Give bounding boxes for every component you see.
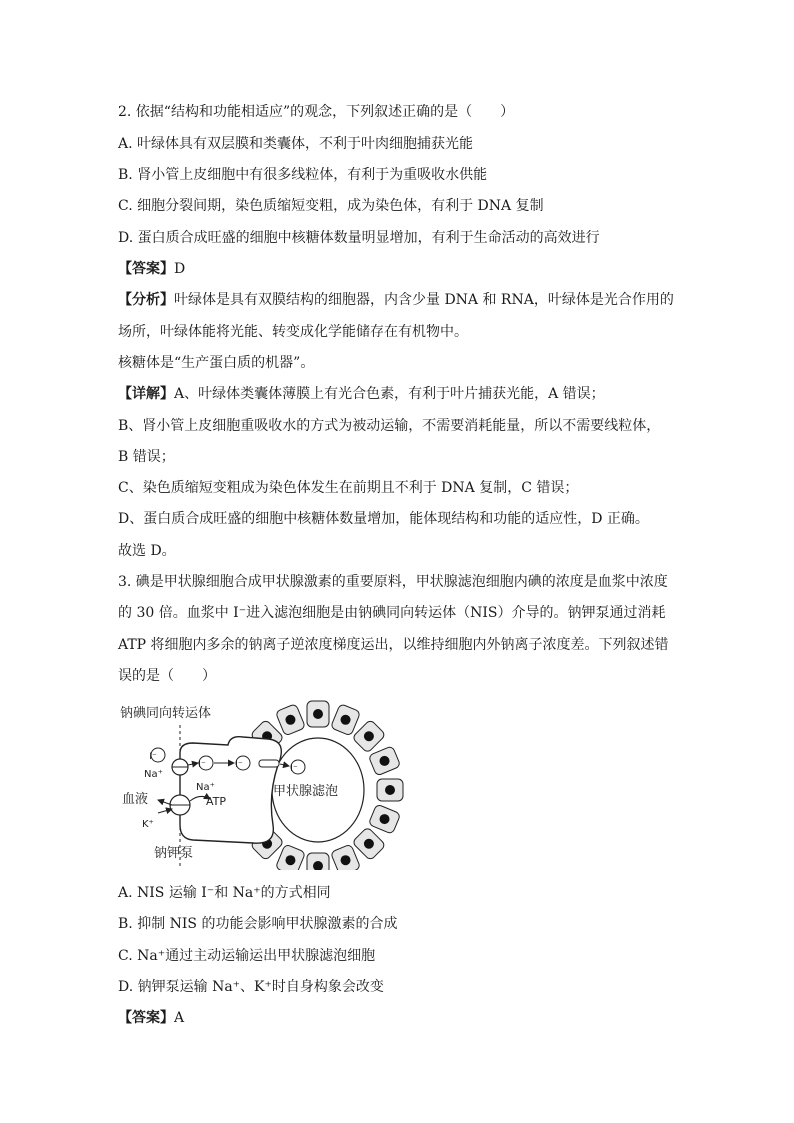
q2-conclusion: 故选 D。 — [118, 543, 176, 559]
answer-label: 【答案】 — [118, 1010, 174, 1026]
detail-text: A、叶绿体类囊体薄膜上有光合色素，有利于叶片捕获光能，A 错误； — [174, 386, 605, 402]
cell-nucleus — [341, 855, 351, 865]
atp-label: ATP — [206, 795, 227, 808]
q3-option-d: D. 钠钾泵运输 Na⁺、K⁺时自身构象会改变 — [118, 979, 384, 995]
cell-nucleus — [341, 715, 351, 725]
apical-channel — [259, 760, 279, 767]
cell-nucleus — [364, 731, 374, 741]
nis-label: 钠碘同向转运体 — [120, 706, 212, 721]
cell-nucleus — [313, 709, 323, 719]
cell-nucleus — [380, 756, 390, 766]
cell-nucleus — [380, 814, 390, 824]
cell-nucleus — [285, 715, 295, 725]
q2-analysis-2: 场所，叶绿体能将光能、转变成化学能储存在有机物中。 — [118, 324, 468, 340]
answer-value: A — [174, 1010, 185, 1026]
follicle-label: 甲状腺滤泡 — [273, 784, 339, 799]
q2-option-c: C. 细胞分裂间期，染色质缩短变粗，成为染色体，有利于 DNA 复制 — [118, 198, 544, 214]
q2-option-b: B. 肾小管上皮细胞中有很多线粒体，有利于为重吸收水供能 — [118, 167, 488, 183]
answer-value: D — [174, 261, 186, 277]
potassium-in-arrow — [158, 809, 172, 813]
q2-detail-1 — [118, 384, 605, 404]
q2-option-a: A. 叶绿体具有双层膜和类囊体，不利于叶肉细胞捕获光能 — [118, 136, 474, 152]
q2-analysis-3: 核糖体是“生产蛋白质的机器”。 — [118, 355, 315, 371]
q2-detail-5: D、蛋白质合成旺盛的细胞中核糖体数量增加，能体现结构和功能的适应性，D 正确。 — [118, 511, 649, 527]
iodide-label-1: I⁻ — [149, 752, 157, 762]
q3-stem-4: 误的是（ ） — [118, 668, 216, 684]
cell-nucleus — [364, 839, 374, 849]
q3-stem-3: ATP 将细胞内多余的钠离子逆浓度梯度运出，以维持细胞内外钠离子浓度差。下列叙述错 — [118, 637, 669, 653]
q2-analysis-1 — [118, 290, 674, 310]
q3-option-a: A. NIS 运输 I⁻和 Na⁺的方式相同 — [118, 885, 331, 901]
pump-label: 钠钾泵 — [154, 846, 194, 861]
cell-nucleus — [285, 855, 295, 865]
iodide-label-2: I⁻ — [198, 760, 206, 770]
q3-stem-2: 的 30 倍。血浆中 I⁻进入滤泡细胞是由钠碘同向转运体（NIS）介导的。钠钾泵通过消耗 — [118, 605, 666, 621]
q2-stem: 2. 依据“结构和功能相适应”的观念，下列叙述正确的是（ ） — [118, 104, 515, 120]
sodium-label-1: Na⁺ — [144, 769, 163, 780]
q3-answer — [118, 1008, 184, 1028]
q3-stem-1: 3. 碘是甲状腺细胞合成甲状腺激素的重要原料，甲状腺滤泡细胞内碘的浓度是血浆中浓度 — [118, 574, 668, 590]
iodide-label-3: I⁻ — [235, 760, 243, 770]
analysis-text: 叶绿体是具有双膜结构的细胞器，内含少量 DNA 和 RNA，叶绿体是光合作用的 — [174, 292, 674, 308]
q2-answer — [118, 259, 185, 279]
answer-label: 【答案】 — [118, 261, 174, 277]
q2-detail-4: C、染色质缩短变粗成为染色体发生在前期且不利于 DNA 复制，C 错误； — [118, 480, 579, 496]
q2-option-d: D. 蛋白质合成旺盛的细胞中核糖体数量明显增加，有利于生命活动的高效进行 — [118, 230, 600, 246]
detail-label: 【详解】 — [118, 386, 174, 402]
iodide-label-4: I⁻ — [290, 764, 298, 774]
cell-nucleus — [385, 785, 395, 795]
potassium-label: K⁺ — [142, 819, 154, 830]
sodium-label-2: Na⁺ — [196, 782, 215, 793]
q2-detail-2: B、肾小管上皮细胞重吸收水的方式为被动运输，不需要消耗能量，所以不需要线粒体， — [118, 418, 661, 434]
thyroid-follicle-diagram — [118, 695, 418, 870]
q3-option-c: C. Na⁺通过主动运输运出甲状腺滤泡细胞 — [118, 948, 376, 964]
analysis-label: 【分析】 — [118, 292, 174, 308]
q3-option-b: B. 抑制 NIS 的功能会影响甲状腺激素的合成 — [118, 916, 398, 932]
q2-detail-3: B 错误； — [118, 449, 175, 465]
blood-label: 血液 — [122, 792, 149, 807]
